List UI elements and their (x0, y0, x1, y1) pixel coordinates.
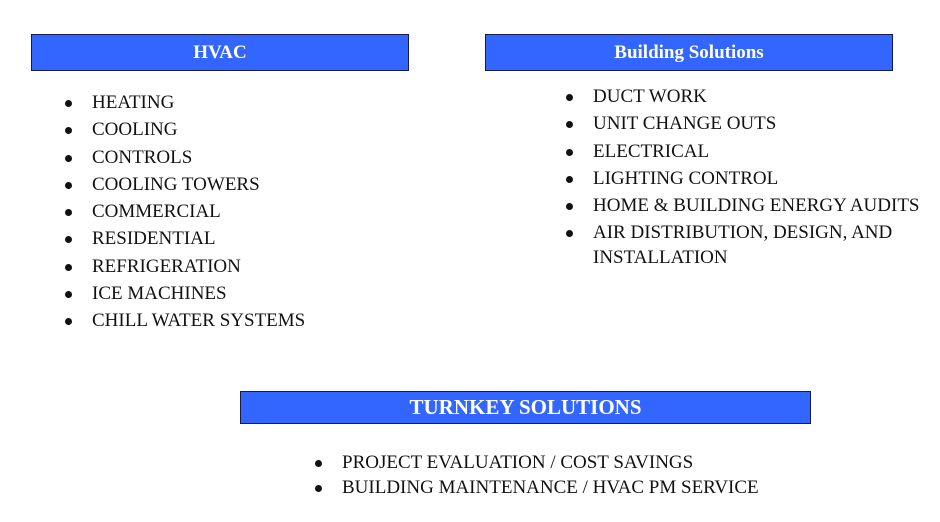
building-solutions-section-header: Building Solutions (485, 34, 893, 71)
bullet-icon (315, 485, 322, 492)
list-item-label: COOLING (92, 119, 178, 141)
bullet-icon (65, 318, 72, 325)
bullet-icon (65, 291, 72, 298)
list-item (62, 89, 305, 116)
list-item-label: HEATING (92, 92, 175, 113)
turnkey-section-header: TURNKEY SOLUTIONS (240, 391, 811, 424)
bullet-icon (65, 182, 72, 189)
list-item (563, 139, 923, 164)
bullet-icon (566, 203, 573, 210)
list-item (62, 253, 305, 280)
list-item-label: ICE MACHINES (92, 283, 227, 305)
bullet-icon (566, 230, 573, 237)
bullet-icon (65, 209, 72, 216)
list-item-label: LIGHTING CONTROL (593, 167, 779, 189)
list-item-label: CHILL WATER SYSTEMS (92, 310, 306, 332)
list-item-label: COOLING TOWERS (92, 173, 260, 195)
bullet-icon (566, 121, 573, 128)
list-item (62, 144, 305, 171)
list-item (62, 171, 305, 198)
list-item (563, 193, 923, 218)
list-item-label: HOME & BUILDING ENERGY AUDITS (593, 195, 920, 217)
bullet-icon (566, 149, 573, 156)
list-item (563, 166, 923, 191)
bullet-icon (65, 100, 72, 107)
list-item-label: CONTROLS (92, 146, 193, 168)
list-item (563, 220, 923, 270)
list-item (62, 280, 305, 307)
bullet-icon (65, 127, 72, 134)
bullet-icon (566, 94, 573, 101)
turnkey-list (312, 450, 759, 500)
list-item-label: UNIT CHANGE OUTS (593, 113, 777, 135)
list-item-label: ELECTRICAL (593, 140, 710, 162)
hvac-section-header: HVAC (31, 34, 409, 71)
list-item (312, 475, 759, 500)
bullet-icon (315, 460, 322, 467)
list-item (312, 450, 759, 475)
list-item (62, 116, 305, 143)
building-solutions-list (563, 84, 923, 273)
list-item (62, 198, 305, 225)
list-item (62, 307, 305, 334)
list-item (563, 111, 923, 136)
list-item-label: BUILDING MAINTENANCE / HVAC PM SERVICE (342, 477, 759, 498)
list-item-label: DUCT WORK (593, 86, 707, 107)
list-item-label: RESIDENTIAL (92, 228, 216, 250)
hvac-list (62, 89, 305, 335)
list-item-label: COMMERCIAL (92, 201, 221, 223)
list-item-label: REFRIGERATION (92, 255, 241, 277)
bullet-icon (65, 264, 72, 271)
bullet-icon (566, 176, 573, 183)
list-item-label: PROJECT EVALUATION / COST SAVINGS (342, 452, 694, 473)
list-item (563, 84, 923, 109)
list-item (62, 225, 305, 252)
bullet-icon (65, 155, 72, 162)
bullet-icon (65, 236, 72, 243)
list-item-label: AIR DISTRIBUTION, DESIGN, AND INSTALLATION (593, 222, 893, 269)
